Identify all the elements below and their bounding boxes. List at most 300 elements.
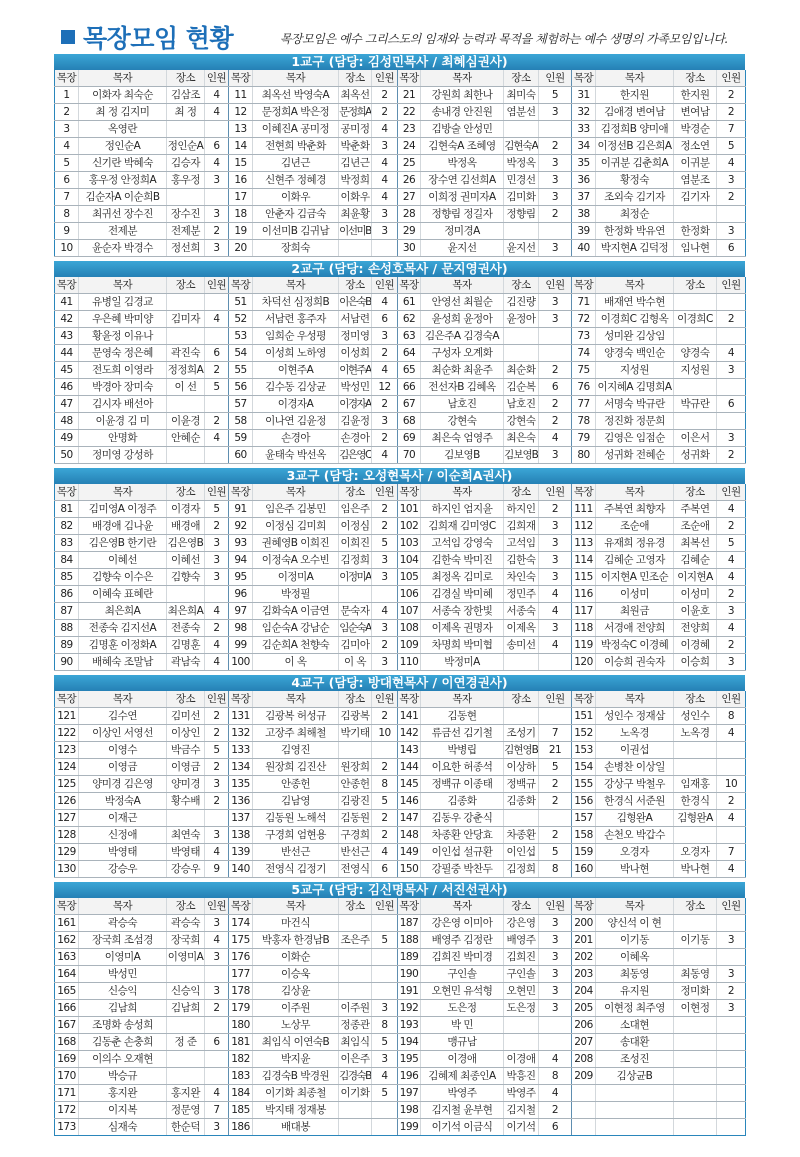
mokja-name-cell: 박홍자 한경남B [253,932,339,949]
mokjang-number-cell: 89 [55,637,79,654]
mokjang-number-cell: 12 [229,104,253,121]
meeting-place-cell [339,915,372,932]
member-count-cell: 2 [717,189,746,206]
meeting-place-cell: 조성기 [504,725,539,742]
meeting-place-cell: 구인솔 [504,966,539,983]
member-count-cell: 4 [539,603,572,620]
meeting-place-cell: 박영주 [504,1085,539,1102]
member-count-cell: 2 [205,518,229,535]
district-header: 2교구 (담당: 손성호목사 / 문지영권사) [54,261,745,277]
mokjang-number-cell: 99 [229,637,253,654]
meeting-place-cell: 한지원 [674,87,717,104]
mokja-name-cell: 최정옥 김미로 [421,569,504,586]
mokja-name-cell: 성귀화 전혜순 [596,447,674,464]
mokjang-number-cell: 174 [229,915,253,932]
mokja-name-cell: 배경애 김나윤 [79,518,167,535]
mokja-name-cell: 오경자 [596,844,674,861]
mokjang-number-cell: 11 [229,87,253,104]
mokja-name-cell: 김명훈 이정화A [79,637,167,654]
member-count-cell: 3 [372,206,398,223]
meeting-place-cell: 김동원 [339,810,372,827]
mokja-name-cell: 이선미B 김귀남 [253,223,339,240]
meeting-place-cell [504,1034,539,1051]
member-count-cell: 21 [539,742,572,759]
mokjang-number-cell: 88 [55,620,79,637]
member-count-cell: 2 [717,447,746,464]
member-count-cell: 2 [372,430,398,447]
mokja-name-cell: 김미영A 이정주 [79,501,167,518]
mokja-name-cell: 오현민 유석형 [421,983,504,1000]
member-count-cell [205,810,229,827]
meeting-place-cell [167,810,205,827]
meeting-place-cell [339,1102,372,1119]
meeting-place-cell: 정향림 [504,206,539,223]
member-count-cell: 5 [539,87,572,104]
mokja-name-cell: 김수연 [79,708,167,725]
mokja-name-cell: 강현숙 [421,413,504,430]
mokja-name-cell: 최순화 최윤주 [421,362,504,379]
member-count-cell: 4 [717,725,746,742]
member-count-cell: 4 [372,1068,398,1085]
mokja-name-cell: 최 정 김지미 [79,104,167,121]
meeting-place-cell: 이상인 [167,725,205,742]
mokja-name-cell: 김순희A 천향숙 [253,637,339,654]
mokjang-number-cell: 7 [55,189,79,206]
mokjang-number-cell: 55 [229,362,253,379]
mokja-name-cell: 소대현 [596,1017,674,1034]
member-count-cell [717,328,746,345]
mokja-name-cell: 강필중 박찬두 [421,861,504,878]
mokja-name-cell: 차종환 안당효 [421,827,504,844]
member-count-cell [717,1034,746,1051]
mokjang-number-cell: 166 [55,1000,79,1017]
mokjang-number-cell: 120 [572,654,596,671]
mokja-name-cell: 문정희A 박은정 [253,104,339,121]
mokja-name-cell: 이화우 [253,189,339,206]
mokjang-number-cell: 172 [55,1102,79,1119]
table-row [55,742,746,759]
member-count-cell: 2 [205,620,229,637]
mokja-name-cell [596,1102,674,1119]
mokja-name-cell: 김혜순 고영자 [596,552,674,569]
meeting-place-cell: 이경희C [674,311,717,328]
column-header: 장소 [674,277,717,294]
mokjang-number-cell: 191 [398,983,421,1000]
meeting-place-cell: 박정희 [339,172,372,189]
table-row [55,827,746,844]
member-count-cell: 3 [717,603,746,620]
meeting-place-cell [504,654,539,671]
meeting-place-cell: 김윤정 [339,413,372,430]
mokja-name-cell: 손병찬 이상일 [596,759,674,776]
member-count-cell: 3 [372,1000,398,1017]
member-count-cell [717,206,746,223]
member-count-cell: 4 [205,155,229,172]
mokja-name-cell: 박정필 [253,586,339,603]
meeting-place-cell: 배영주 [504,932,539,949]
page-title-text: 목장모임 현황 [83,24,234,53]
meeting-place-cell: 이기석 [504,1119,539,1136]
member-count-cell: 2 [539,138,572,155]
mokja-name-cell: 이지혜A 김명희A [596,379,674,396]
member-count-cell: 2 [205,708,229,725]
mokja-name-cell: 노옥경 [596,725,674,742]
member-count-cell: 3 [372,328,398,345]
meeting-place-cell: 임나현 [674,240,717,257]
mokjang-number-cell: 117 [572,603,596,620]
column-header: 인원 [539,70,572,87]
meeting-place-cell: 이제옥 [504,620,539,637]
meeting-place-cell [674,949,717,966]
meeting-place-cell: 이화우 [339,189,372,206]
mokja-name-cell: 이승희 권숙자 [596,654,674,671]
meeting-place-cell: 이인섭 [504,844,539,861]
meeting-place-cell: 김정희 [504,861,539,878]
member-count-cell: 3 [205,776,229,793]
member-count-cell: 3 [205,206,229,223]
column-header: 목장 [55,898,79,915]
member-count-cell: 6 [205,1034,229,1051]
meeting-place-cell [674,1085,717,1102]
mokja-name-cell: 김종화 [421,793,504,810]
member-count-cell: 3 [539,915,572,932]
meeting-place-cell: 노옥경 [674,725,717,742]
district-table [54,70,746,257]
table-row [55,535,746,552]
mokja-name-cell: 박영주 [421,1085,504,1102]
member-count-cell [717,915,746,932]
member-count-cell [717,294,746,311]
column-header: 목장 [229,484,253,501]
member-count-cell [717,1119,746,1136]
meeting-place-cell: 이기동 [674,932,717,949]
mokja-name-cell: 구인솔 [421,966,504,983]
member-count-cell: 6 [205,138,229,155]
member-count-cell: 2 [205,223,229,240]
mokja-name-cell [596,1085,674,1102]
member-count-cell: 8 [539,1068,572,1085]
mokja-name-cell: 정진화 정문희 [596,413,674,430]
meeting-place-cell: 이상하 [504,759,539,776]
member-count-cell: 3 [539,983,572,1000]
mokjang-number-cell: 203 [572,966,596,983]
meeting-place-cell: 김기자 [674,189,717,206]
member-count-cell: 2 [717,87,746,104]
mokjang-number-cell: 107 [398,603,421,620]
member-count-cell: 5 [372,535,398,552]
mokja-name-cell: 김정희B 양미애 [596,121,674,138]
table-row [55,569,746,586]
column-header: 목자 [421,484,504,501]
member-count-cell: 4 [372,603,398,620]
mokjang-number-cell: 147 [398,810,421,827]
mokjang-number-cell: 6 [55,172,79,189]
member-count-cell: 9 [205,861,229,878]
table-row [55,345,746,362]
mokjang-number-cell: 95 [229,569,253,586]
meeting-place-cell: 전종숙 [167,620,205,637]
mokja-name-cell: 김보영B [421,447,504,464]
mokjang-number-cell: 173 [55,1119,79,1136]
member-count-cell: 6 [539,379,572,396]
mokjang-number-cell: 68 [398,413,421,430]
member-count-cell: 3 [717,654,746,671]
member-count-cell: 3 [539,240,572,257]
meeting-place-cell: 임순숙A [339,620,372,637]
mokja-name-cell: 정인순A [79,138,167,155]
meeting-place-cell [674,1068,717,1085]
mokja-name-cell: 이기동 [596,932,674,949]
mokjang-number-cell: 50 [55,447,79,464]
mokjang-number-cell: 8 [55,206,79,223]
mokja-name-cell: 이혜진A 공미정 [253,121,339,138]
member-count-cell: 3 [205,983,229,1000]
meeting-place-cell: 이경애 [504,1051,539,1068]
mokjang-number-cell: 168 [55,1034,79,1051]
member-count-cell: 3 [205,1119,229,1136]
column-header: 장소 [339,898,372,915]
table-row [55,447,746,464]
member-count-cell: 4 [205,430,229,447]
mokja-name-cell: 전도희 이영라 [79,362,167,379]
member-count-cell: 2 [717,311,746,328]
mokja-name-cell: 신현주 정혜경 [253,172,339,189]
column-header: 장소 [674,70,717,87]
meeting-place-cell [504,328,539,345]
member-count-cell: 3 [539,932,572,949]
meeting-place-cell: 김미화 [504,189,539,206]
mokjang-number-cell: 187 [398,915,421,932]
meeting-place-cell [339,1119,372,1136]
mokja-name-cell: 마건식 [253,915,339,932]
meeting-place-cell: 전양희 [674,620,717,637]
member-count-cell: 2 [372,501,398,518]
meeting-place-cell: 김미선 [167,708,205,725]
member-count-cell [717,759,746,776]
meeting-place-cell: 곽남숙 [167,654,205,671]
member-count-cell: 5 [372,793,398,810]
mokja-name-cell: 고석임 강영숙 [421,535,504,552]
mokja-name-cell: 유병일 김경교 [79,294,167,311]
mokjang-number-cell: 188 [398,932,421,949]
column-header: 목자 [421,277,504,294]
meeting-place-cell: 이희진 [339,535,372,552]
mokja-name-cell: 이요한 허종석 [421,759,504,776]
meeting-place-cell: 김경숙B [339,1068,372,1085]
mokjang-number-cell: 61 [398,294,421,311]
mokjang-number-cell: 56 [229,379,253,396]
column-header: 인원 [205,277,229,294]
page-title [61,20,233,54]
member-count-cell: 3 [372,1051,398,1068]
member-count-cell [205,586,229,603]
member-count-cell: 6 [717,396,746,413]
mokjang-number-cell: 76 [572,379,596,396]
mokja-name-cell: 양미경 김은영 [79,776,167,793]
mokja-name-cell: 이성희 노하영 [253,345,339,362]
mokja-name-cell: 박지태 정재봉 [253,1102,339,1119]
mokjang-number-cell: 155 [572,776,596,793]
column-header: 목장 [55,484,79,501]
mokjang-number-cell: 2 [55,104,79,121]
column-header: 목자 [421,898,504,915]
meeting-place-cell: 이정미A [339,569,372,586]
column-header: 목장 [398,484,421,501]
meeting-place-cell: 한정화 [674,223,717,240]
column-header: 인원 [372,691,398,708]
member-count-cell: 2 [372,637,398,654]
column-header: 목자 [596,484,674,501]
district-header: 4교구 (담당: 방대현목사 / 이연경권사) [54,675,745,691]
mokjang-number-cell: 96 [229,586,253,603]
mokja-name-cell: 한정화 박유연 [596,223,674,240]
mokja-name-cell: 윤태숙 박선옥 [253,447,339,464]
mokja-name-cell: 반선근 [253,844,339,861]
member-count-cell: 2 [372,396,398,413]
member-count-cell [539,1034,572,1051]
mokjang-number-cell: 151 [572,708,596,725]
meeting-place-cell: 이은숙B [339,294,372,311]
mokjang-number-cell: 73 [572,328,596,345]
meeting-place-cell: 한순덕 [167,1119,205,1136]
meeting-place-cell: 최연숙 [167,827,205,844]
mokjang-number-cell: 127 [55,810,79,827]
member-count-cell: 4 [717,155,746,172]
mokja-name-cell: 전제분 [79,223,167,240]
meeting-place-cell: 김은영B [167,535,205,552]
mokja-name-cell: 전영식 김정기 [253,861,339,878]
mokja-name-cell: 배영주 김정란 [421,932,504,949]
member-count-cell: 2 [205,362,229,379]
mokjang-number-cell: 190 [398,966,421,983]
meeting-place-cell: 정소연 [674,138,717,155]
meeting-place-cell: 정인순A [167,138,205,155]
meeting-place-cell: 오경자 [674,844,717,861]
member-count-cell: 3 [717,430,746,447]
column-header: 목장 [572,691,596,708]
meeting-place-cell: 장수진 [167,206,205,223]
table-row [55,223,746,240]
mokja-name-cell: 김수동 김상균 [253,379,339,396]
member-count-cell: 4 [372,294,398,311]
mokjang-number-cell: 175 [229,932,253,949]
mokja-name-cell: 문영숙 정은혜 [79,345,167,362]
mokjang-number-cell: 163 [55,949,79,966]
mokjang-number-cell: 162 [55,932,79,949]
table-row [55,861,746,878]
mokja-name-cell: 남호진 [421,396,504,413]
mokjang-number-cell: 101 [398,501,421,518]
meeting-place-cell: 손경아 [339,430,372,447]
mokjang-number-cell: 140 [229,861,253,878]
meeting-place-cell: 안혜순 [167,430,205,447]
meeting-place-cell: 임재홍 [674,776,717,793]
mokja-name-cell: 윤순자 박경수 [79,240,167,257]
mokjang-number-cell: 186 [229,1119,253,1136]
mokjang-number-cell: 122 [55,725,79,742]
meeting-place-cell: 이성미 [674,586,717,603]
meeting-place-cell [674,742,717,759]
table-row [55,552,746,569]
meeting-place-cell: 지성원 [674,362,717,379]
mokja-name-cell: 서남련 홍주자 [253,311,339,328]
member-count-cell [717,1051,746,1068]
member-count-cell: 3 [539,155,572,172]
meeting-place-cell: 홍우정 [167,172,205,189]
mokja-name-cell: 이인섭 설규환 [421,844,504,861]
mokja-name-cell: 박경아 장미숙 [79,379,167,396]
mokjang-number-cell: 185 [229,1102,253,1119]
mokja-name-cell: 구경희 엄현용 [253,827,339,844]
mokja-name-cell: 박성민 [79,966,167,983]
member-count-cell: 3 [372,413,398,430]
member-count-cell: 4 [717,569,746,586]
meeting-place-cell: 임은주 [339,501,372,518]
meeting-place-cell: 문숙자 [339,603,372,620]
mokjang-number-cell: 18 [229,206,253,223]
mokja-name-cell: 성인수 정재삼 [596,708,674,725]
mokja-name-cell: 김년근 [253,155,339,172]
member-count-cell: 3 [717,223,746,240]
meeting-place-cell: 차인숙 [504,569,539,586]
meeting-place-cell: 이영금 [167,759,205,776]
member-count-cell [717,1017,746,1034]
mokjang-number-cell: 38 [572,206,596,223]
member-count-cell [372,949,398,966]
meeting-place-cell: 원장희 [339,759,372,776]
mokjang-number-cell: 22 [398,104,421,121]
mokjang-number-cell: 204 [572,983,596,1000]
meeting-place-cell: 강은영 [504,915,539,932]
member-count-cell: 7 [717,121,746,138]
mokjang-number-cell: 165 [55,983,79,1000]
meeting-place-cell: 이경자A [339,396,372,413]
meeting-place-cell [167,966,205,983]
member-count-cell: 3 [205,827,229,844]
mokjang-number-cell: 134 [229,759,253,776]
column-header: 장소 [339,484,372,501]
column-header: 목장 [398,898,421,915]
mokja-name-cell: 조순애 [596,518,674,535]
mokjang-number-cell: 139 [229,844,253,861]
table-row [55,501,746,518]
column-header: 인원 [372,70,398,87]
mokjang-number-cell: 28 [398,206,421,223]
table-row [55,759,746,776]
meeting-place-cell: 김명훈 [167,637,205,654]
mokjang-number-cell [572,1119,596,1136]
meeting-place-cell: 최은희A [167,603,205,620]
mokja-name-cell: 이성미 [596,586,674,603]
meeting-place-cell: 이영미A [167,949,205,966]
member-count-cell: 3 [717,362,746,379]
district-section [54,261,745,464]
mokja-name-cell: 김시자 배선아 [79,396,167,413]
mokjang-number-cell: 32 [572,104,596,121]
column-header: 인원 [539,277,572,294]
mokjang-number-cell: 33 [572,121,596,138]
district-table [54,691,746,878]
column-header: 인원 [539,484,572,501]
meeting-place-cell: 강현숙 [504,413,539,430]
meeting-place-cell: 최옥선 [339,87,372,104]
mokja-name-cell: 정미영 강성하 [79,447,167,464]
meeting-place-cell: 이기화 [339,1085,372,1102]
meeting-place-cell: 최미숙 [504,87,539,104]
member-count-cell: 5 [539,844,572,861]
table-row [55,966,746,983]
member-count-cell: 2 [717,793,746,810]
